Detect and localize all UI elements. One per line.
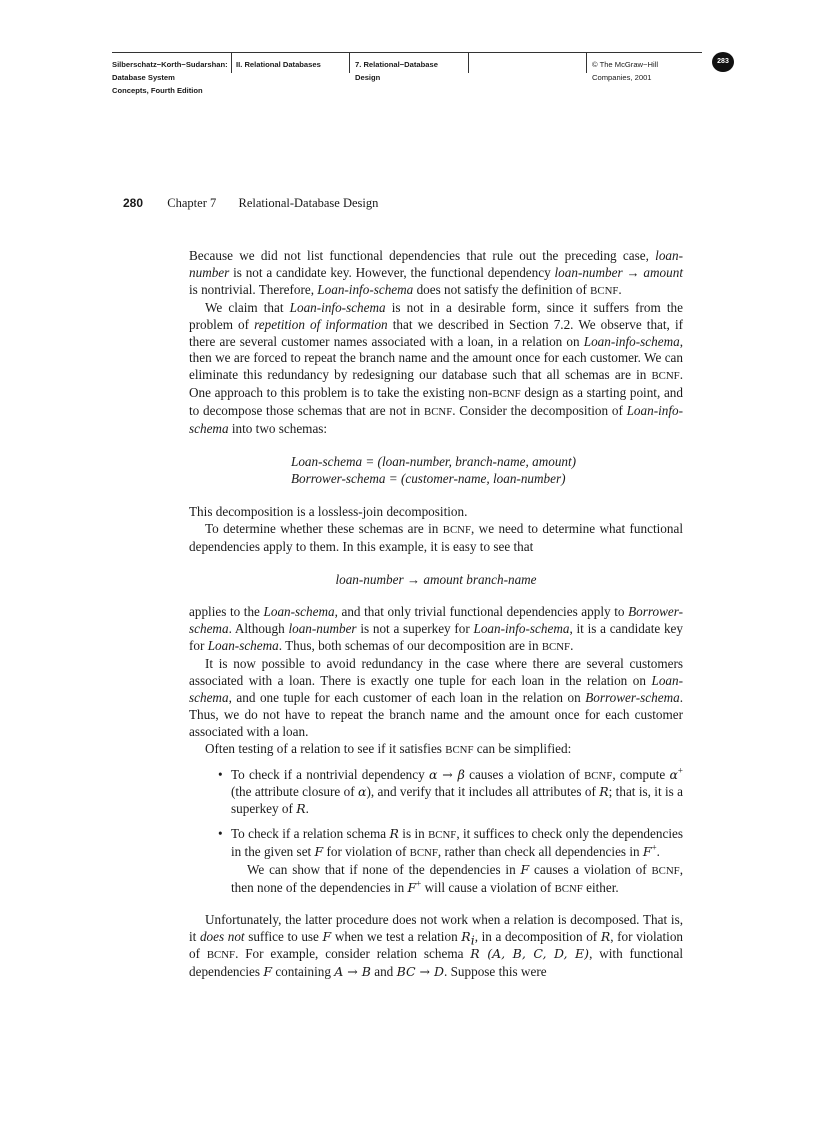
running-header [112,52,702,102]
page-running-head [123,196,378,211]
page-number-badge: 283 [712,52,734,72]
paragraph-4: To determine whether these schemas are in BCNF, we need to determine what functional dependencies apply to them. In this example, it is easy to see that [189,520,683,554]
chapter-title: Relational-Database Design [238,196,379,210]
decomposition-display [189,454,683,488]
header-chapter-line2: Design [355,73,381,82]
header-copyright-line1: © The McGraw−Hill [592,60,659,69]
paragraph-1: Because we did not list functional dependencies that rule out the preceding case, loan-number is not a candidate key. However, the functional dependency loan-number → amount is nontrivial. Therefore, Loan-info-schema does not satisfy the definition of BCNF. [189,248,683,297]
header-copyright [592,52,702,80]
fd-display: loan-number → amount branch-name [335,571,537,587]
header-authors: Silberschatz−Korth−Sudarshan: [112,60,228,69]
header-divider [349,52,350,73]
paragraph-6: It is now possible to avoid redundancy in the case where there are several customers associated with a loan. There is exactly one tuple for each loan in the relation on Loan-schema, and one tuple for each customer of each loan in the relation on Borrower-schema. Thus, we do not have to repeat the branch name and the amount once for each customer associated with a loan. [189,656,683,739]
paragraph-2: We claim that Loan-info-schema is not in a desirable form, since it suffers from the problem of repetition of information that we described in Section 7.2. We observe that, if there are several customer names associated with a loan, in a relation on Loan-info-schema, then we are forced to repeat the branch name and the amount once for each customer. We can eliminate this redundancy by redesigning our database such that all schemas are in BCNF. One approach to this problem is to take the existing non-BCNF design as a starting point, and to decompose those schemas that are not in BCNF. Consider the decomposition of Loan-info-schema into two schemas: [189,299,683,437]
header-edition: Concepts, Fourth Edition [112,86,203,95]
paragraph-7: Often testing of a relation to see if it satisfies BCNF can be simplified: [205,740,572,756]
header-copyright-line2: Companies, 2001 [592,73,652,82]
paragraph-8: Unfortunately, the latter procedure does not work when a relation is decomposed. That is, it does not suffice to use F when we test a relation $R_i$, in a decomposition of R, for violation of BCNF. For example, consider relation schema R (A, B, C, D, E), with functional dependencies F containing A → B and BC → D. Suppose this were [189,911,684,979]
paragraph-3: This decomposition is a lossless-join decomposition. [189,503,468,519]
header-chapter [355,52,465,80]
list-item: • To check if a nontrivial dependency α → β causes a violation of BCNF, compute α+ (the attribute closure of α), and verify that it includes all attributes of R; that is, it is a superkey of R. [231,767,683,819]
borrower-schema-definition: Borrower-schema = (customer-name, loan-number) [291,470,566,486]
header-part: II. Relational Databases [236,60,321,69]
header-divider [468,52,469,73]
header-divider [586,52,587,73]
page-number: 280 [123,196,144,210]
header-book-info [112,52,230,95]
chapter-label: Chapter 7 [167,196,217,210]
loan-schema-definition: Loan-schema = (loan-number, branch-name, amount) [291,453,577,469]
list-item: • To check if a relation schema R is in BCNF, it suffices to check only the dependencies in the given set F for violation of BCNF, rather than check all dependencies in F+. We can show that if none of the dependencies in F causes a violation of BCNF, then none of the dependencies in F+ will cause a violation of BCNF either. [231,826,683,898]
page-body [189,248,683,981]
bullet-list [189,767,683,898]
header-book-title: Database System [112,73,175,82]
paragraph-5: applies to the Loan-schema, and that only trivial functional dependencies apply to Borrower-schema. Although loan-number is not a superkey for Loan-info-schema, it is a candidate key for Loan-schema. Thus, both schemas of our decomposition are in BCNF. [189,604,684,654]
header-divider [231,52,232,73]
header-chapter-line1: 7. Relational−Database [355,60,438,69]
